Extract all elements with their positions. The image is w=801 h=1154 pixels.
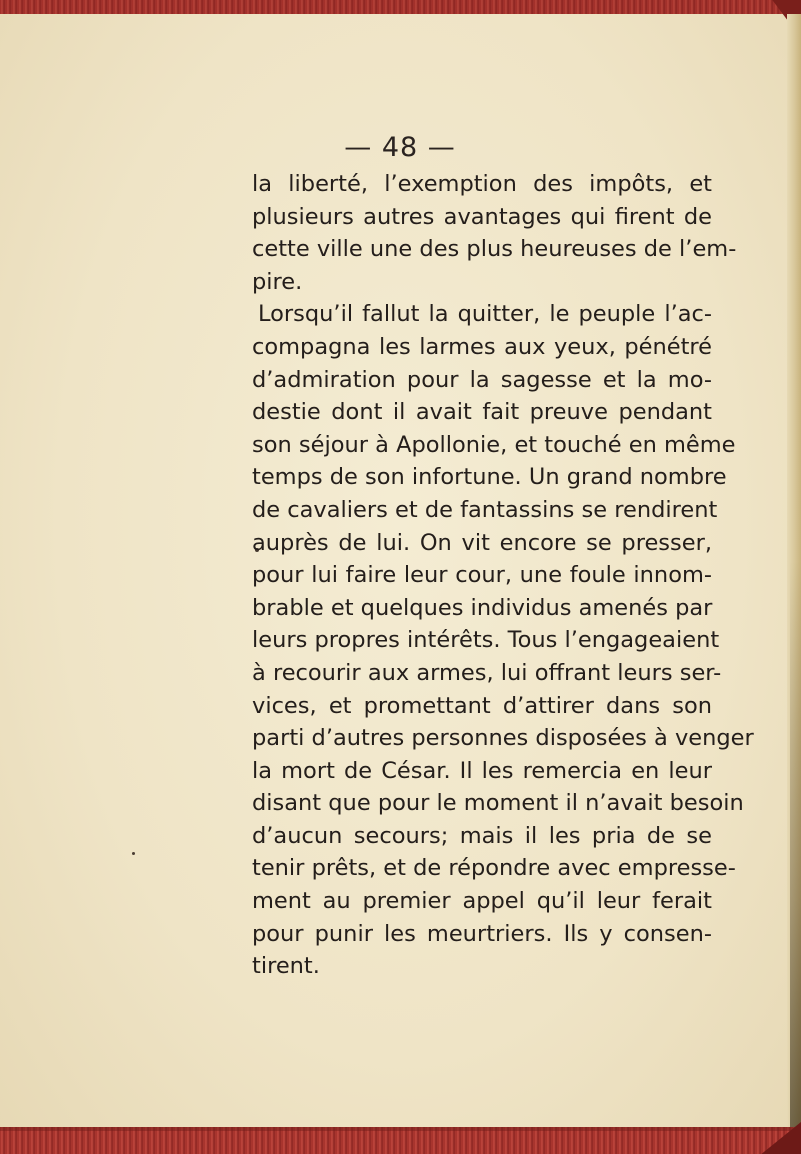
text-line: d’aucun secours; mais il les pria de se <box>252 822 712 849</box>
page-right-edge-shadow <box>790 560 801 1127</box>
text-line: son séjour à Apollonie, et touché en même <box>252 431 736 458</box>
text-line: compagna les larmes aux yeux, pénétré <box>252 333 712 360</box>
page-number: — 48 — <box>344 132 456 163</box>
text-line: cette ville une des plus heureuses de l’em- <box>252 236 737 263</box>
text-line: vices, et promettant d’attirer dans son <box>252 692 712 719</box>
text-line: la liberté, l’exemption des impôts, et <box>252 171 712 197</box>
text-line: tirent. <box>252 953 320 980</box>
text-line: destie dont il avait fait preuve pendant <box>252 399 712 426</box>
text-line: tenir prêts, et de répondre avec empresse- <box>252 855 736 882</box>
text-line: à recourir aux armes, lui offrant leurs ser- <box>252 659 722 686</box>
body-text <box>252 168 754 983</box>
text-line: auprès de lui. On vit encore se presser, <box>252 529 712 556</box>
text-line: disant que pour le moment il n’avait besoin <box>252 790 744 817</box>
text-line: parti d’autres personnes disposées à venger <box>252 725 754 752</box>
text-line: leurs propres intérêts. Tous l’engageaient <box>252 627 720 654</box>
text-line: pire. <box>252 268 303 295</box>
text-line: pour punir les meurtriers. Ils y consen- <box>252 920 712 947</box>
top-edge-band <box>0 0 801 14</box>
text-line: ment au premier appel qu’il leur ferait <box>252 888 712 915</box>
text-line: pour lui faire leur cour, une foule innom- <box>252 562 712 589</box>
text-line: plusieurs autres avantages qui firent de <box>252 203 712 230</box>
text-line: brable et quelques individus amenés par <box>252 594 713 621</box>
text-line: de cavaliers et de fantassins se rendirent <box>252 496 718 523</box>
text-line: la mort de César. Il les remercia en leur <box>252 757 712 784</box>
text-line: Lorsqu’il fallut la quitter, le peuple l’ac- <box>258 301 712 328</box>
ink-speck <box>132 852 135 855</box>
text-line: temps de son infortune. Un grand nombre <box>252 464 727 491</box>
text-line: d’admiration pour la sagesse et la mo- <box>252 366 712 393</box>
bottom-edge-band <box>0 1127 801 1154</box>
